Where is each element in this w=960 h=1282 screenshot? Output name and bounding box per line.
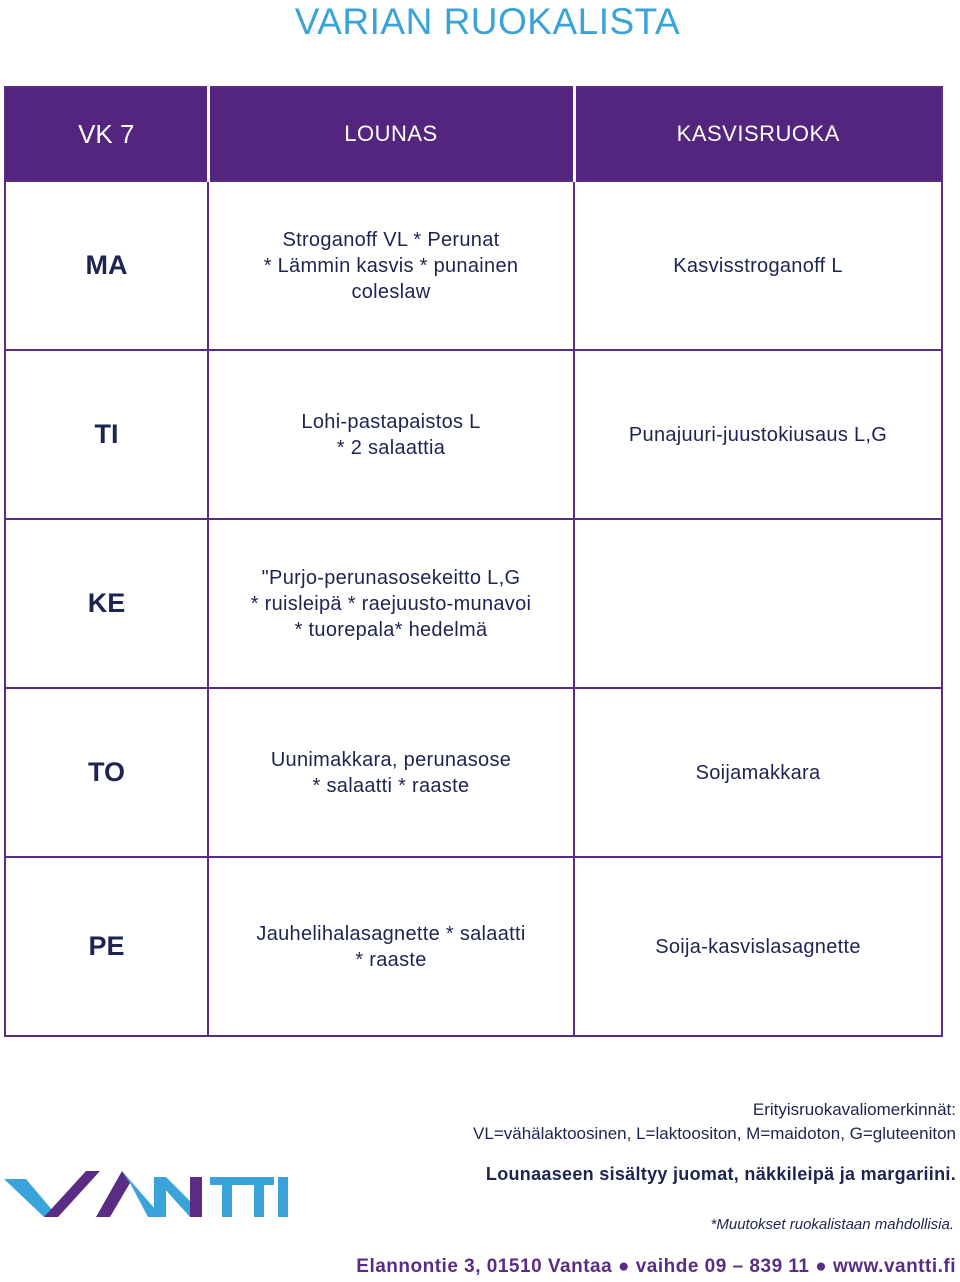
- day-label: TO: [5, 688, 208, 857]
- lunch-header: LOUNAS: [208, 87, 574, 181]
- dish-line: * ruisleipä * raejuusto-munavoi: [250, 592, 532, 615]
- dish-line: Punajuuri-juustokiusaus L,G: [628, 423, 888, 446]
- changes-note: *Muutokset ruokalistaan mahdollisia.: [710, 1216, 954, 1233]
- dish-line: "Purjo-perunasosekeitto L,G: [261, 566, 521, 589]
- menu-header-row: [5, 87, 942, 181]
- lunch-dish: [208, 350, 574, 519]
- menu-row-ti: [5, 350, 942, 519]
- menu-row-ke: [5, 519, 942, 688]
- diet-notes: [473, 1098, 956, 1146]
- vegetarian-dish: [574, 519, 942, 688]
- dish-line: * 2 salaattia: [336, 436, 446, 459]
- included-note: Lounaaseen sisältyy juomat, näkkileipä ja margariini.: [485, 1164, 956, 1184]
- dish-line: Soijamakkara: [695, 761, 821, 784]
- vegetarian-dish: [574, 857, 942, 1036]
- menu-table: [4, 86, 943, 1037]
- dish-line: * salaatti * raaste: [312, 774, 470, 797]
- dish-line: * tuorepala* hedelmä: [294, 618, 488, 641]
- dish-line: * Lämmin kasvis * punainen: [263, 254, 519, 277]
- day-label: PE: [5, 857, 208, 1036]
- day-label: KE: [5, 519, 208, 688]
- dish-line: Kasvisstroganoff L: [673, 254, 843, 277]
- diet-notes-legend: VL=vähälaktoosinen, L=laktoositon, M=maidoton, G=gluteeniton: [473, 1124, 956, 1143]
- page-title: VARIAN RUOKALISTA: [294, 1, 681, 42]
- lunch-dish: [208, 688, 574, 857]
- vantti-logo: [4, 1165, 289, 1227]
- vegetarian-dish: [574, 350, 942, 519]
- lunch-dish: [208, 181, 574, 350]
- dish-line: Stroganoff VL * Perunat: [282, 228, 500, 251]
- diet-notes-heading: Erityisruokavaliomerkinnät:: [752, 1100, 956, 1119]
- vegetarian-dish: [574, 181, 942, 350]
- menu-row-to: [5, 688, 942, 857]
- day-label: TI: [5, 350, 208, 519]
- lunch-dish: [208, 519, 574, 688]
- dish-line: Uunimakkara, perunasose: [270, 748, 512, 771]
- vegetarian-dish: [574, 688, 942, 857]
- menu-row-pe: [5, 857, 942, 1036]
- dish-line: * raaste: [355, 948, 427, 971]
- dish-line: coleslaw: [351, 280, 431, 303]
- dish-line: Jauhelihalasagnette * salaatti: [256, 922, 526, 945]
- footer-address: Elannontie 3, 01510 Vantaa ● vaihde 09 – 839 11 ● www.vantti.fi: [356, 1256, 956, 1277]
- lunch-dish: [208, 857, 574, 1036]
- menu-row-ma: [5, 181, 942, 350]
- dish-line: Lohi-pastapaistos L: [301, 410, 481, 433]
- vegetarian-header: KASVISRUOKA: [574, 87, 942, 181]
- week-header: VK 7: [5, 87, 208, 181]
- day-label: MA: [5, 181, 208, 350]
- dish-line: Soija-kasvislasagnette: [655, 935, 861, 958]
